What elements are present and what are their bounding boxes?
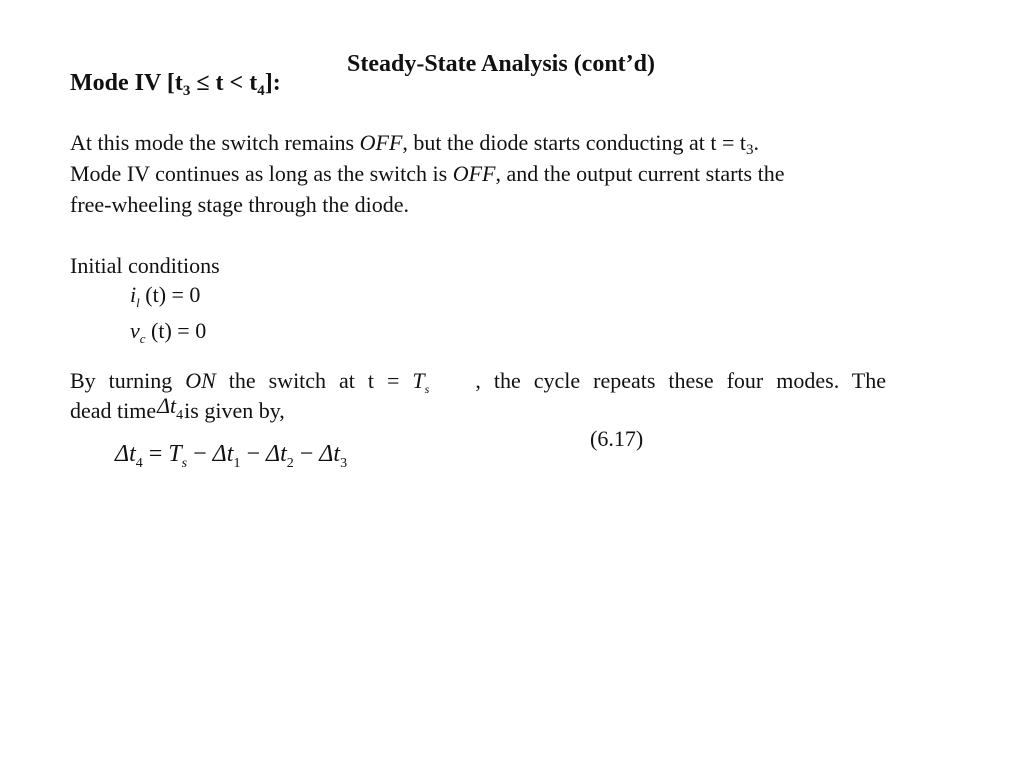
- eq-variable: Δt: [157, 393, 177, 418]
- eq-subscript: c: [139, 331, 146, 346]
- slide-title: Steady-State Analysis (cont’d): [347, 51, 656, 77]
- initial-conditions-label: Initial conditions: [70, 253, 220, 278]
- cycle-description-line1: [70, 366, 886, 399]
- mode-heading-middle: ≤ t < t: [190, 70, 258, 96]
- initial-condition-voltage: [130, 318, 206, 344]
- mode-heading: [70, 70, 281, 97]
- eq-operator: −: [246, 441, 260, 467]
- text-span: dead time: [70, 398, 157, 423]
- mode-heading-suffix: ]:: [264, 70, 281, 96]
- eq-variable: T: [168, 441, 182, 467]
- mode-heading-prefix: Mode IV [t: [70, 70, 183, 96]
- on-term: ON: [185, 368, 216, 393]
- dead-time-equation: [115, 441, 348, 471]
- eq-rest: (t) = 0: [151, 318, 207, 343]
- off-term: OFF: [452, 161, 496, 186]
- equation-number: (6.17): [590, 426, 644, 451]
- text-span: .: [753, 130, 759, 155]
- eq-variable: T: [412, 368, 425, 393]
- eq-variable: v: [130, 318, 140, 343]
- subscript: 3: [745, 142, 754, 158]
- eq-operator: −: [193, 441, 207, 467]
- text-span: the switch at t =: [215, 368, 413, 393]
- eq-subscript: s: [424, 382, 430, 396]
- text-span: , and the output current starts the: [495, 161, 785, 186]
- text-span: Mode IV continues as long as the switch is: [70, 161, 453, 186]
- eq-subscript: l: [136, 295, 140, 310]
- mode-description-line3: free-wheeling stage through the diode.: [70, 192, 410, 217]
- eq-subscript: 4: [176, 408, 184, 423]
- off-term: OFF: [359, 130, 403, 155]
- eq-subscript: 1: [233, 456, 241, 471]
- initial-condition-current: [130, 282, 200, 308]
- eq-variable: Δt: [212, 441, 234, 467]
- text-span: , but the diode starts conducting at t = t: [402, 130, 746, 155]
- mode-description: [70, 127, 784, 220]
- mode-description-line1: [70, 127, 784, 158]
- eq-subscript: 4: [135, 456, 143, 471]
- dead-time-symbol: [157, 391, 183, 425]
- eq-variable: i: [130, 282, 137, 307]
- mode-heading-sub2: 4: [257, 83, 265, 99]
- text-span: is given by,: [184, 398, 285, 423]
- eq-rest: (t) = 0: [145, 282, 201, 307]
- eq-operator: =: [148, 441, 163, 467]
- eq-operator: −: [299, 441, 314, 467]
- switching-period-symbol: [412, 366, 462, 399]
- mode-heading-sub1: 3: [182, 83, 191, 99]
- eq-variable: Δt: [265, 441, 287, 467]
- text-span: By turning: [70, 368, 186, 393]
- text-span: , the cycle repeats these four modes. The: [462, 368, 886, 393]
- eq-variable: Δt: [319, 441, 341, 467]
- eq-subscript: 2: [286, 456, 294, 471]
- text-span: At this mode the switch remains: [70, 130, 360, 155]
- eq-subscript: s: [181, 456, 188, 471]
- mode-description-line2: [70, 158, 784, 189]
- eq-subscript: 3: [340, 456, 348, 471]
- cycle-description-line2: [70, 393, 285, 430]
- eq-variable: Δt: [115, 441, 136, 467]
